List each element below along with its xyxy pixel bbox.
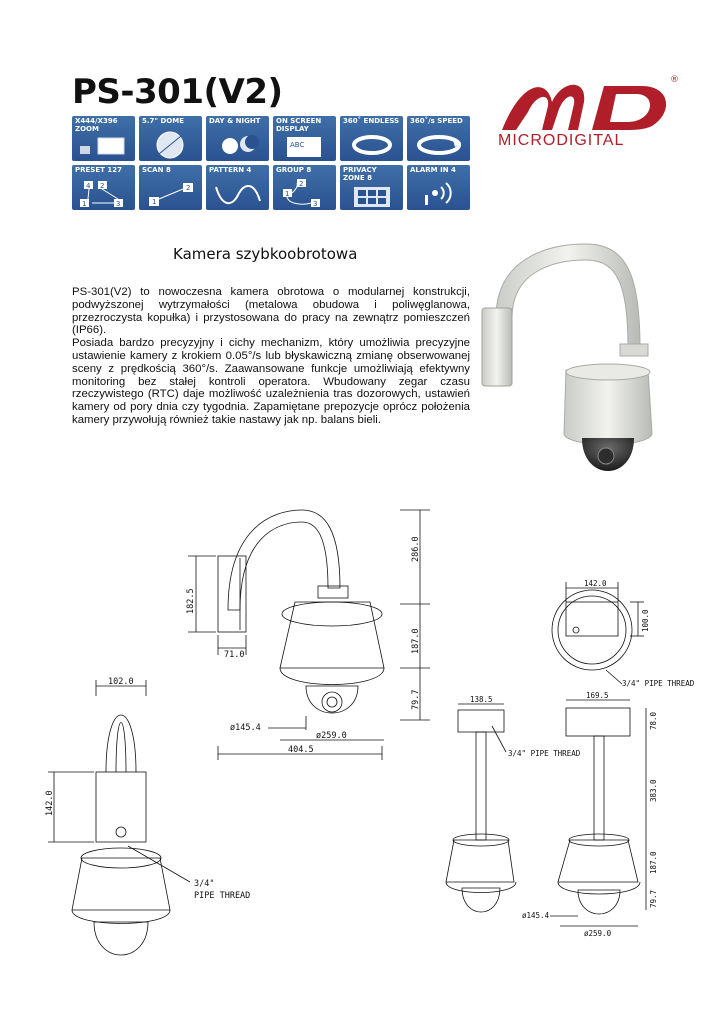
dim-dia-body: ø259.0 <box>316 731 347 741</box>
alarm-icon <box>421 179 461 209</box>
feature-tile-privacy: PRIVACY ZONE 8 <box>340 165 403 210</box>
svg-text:1: 1 <box>285 190 290 198</box>
feature-tile-endless: 360˚ ENDLESS <box>340 116 403 161</box>
svg-text:1: 1 <box>152 198 157 206</box>
product-subtitle: Kamera szybkoobrotowa <box>173 245 358 263</box>
dim-pendant-right-dia-body: ø259.0 <box>584 929 612 938</box>
pendant-right-drawing <box>522 691 658 938</box>
feature-tile-osd: ON SCREEN DISPLAY ABC <box>273 116 336 161</box>
description-paragraph: Posiada bardzo precyzyjny i cichy mechanizm, który umożliwia precyzyjne ustawienie kamery z krokiem 0.05°/s lub błyskawiczną zmianę obserwowanej sceny z prędkością 360°/s. Zaawansowane funkcje umożliwiają efektywny monitoring bez stałej kontroli operatora. Wbudowany zegar czasu rzeczywistego (RTC) daje możliwość uzależnienia tras dozorowych, ustawień kamery od pory dnia czy tygodnia. Zapamiętane prepozycje oprócz położenia kamery przywołują również takie nastawy jak np. balans bieli. <box>72 337 470 426</box>
product-title: PS-301(V2) <box>72 72 283 112</box>
top-thread-label: 3/4" PIPE THREAD <box>622 679 695 688</box>
front-thread-label-2: PIPE THREAD <box>194 891 251 901</box>
group-icon <box>275 177 335 209</box>
dome-icon <box>153 130 187 160</box>
front-view-drawing <box>45 677 250 955</box>
svg-text:2: 2 <box>186 184 191 192</box>
dim-pendant-right-width: 169.5 <box>586 691 609 700</box>
front-thread-label-1: 3/4" <box>194 879 215 889</box>
feature-tile-group: GROUP 8 2 1 3 <box>273 165 336 210</box>
feature-tile-preset: PRESET 127 4 2 1 3 <box>72 165 135 210</box>
svg-text:3: 3 <box>116 200 121 208</box>
technical-drawings <box>40 490 700 990</box>
pendant-left-drawing <box>446 695 581 912</box>
feature-tiles <box>72 116 468 210</box>
side-view-drawing <box>186 510 430 760</box>
dim-pendant-right-top: 78.0 <box>649 711 658 730</box>
scan-icon <box>141 177 201 209</box>
dim-pendant-right-bubble: 79.7 <box>649 889 658 908</box>
dim-height-dome: 187.0 <box>411 628 421 654</box>
speed-icon <box>413 132 465 158</box>
svg-text:3: 3 <box>313 200 318 208</box>
feature-tile-alarm: ALARM IN 4 <box>407 165 470 210</box>
osd-icon <box>279 135 331 159</box>
dim-height-mount: 182.5 <box>186 588 196 614</box>
zoom-icon <box>76 134 132 160</box>
brand-name: MICRODIGITAL <box>498 132 625 149</box>
dim-pendant-right-dome: 187.0 <box>649 851 658 874</box>
top-view-drawing <box>552 579 695 688</box>
dim-width-top: 102.0 <box>108 677 134 687</box>
dim-height-box: 100.0 <box>641 609 650 632</box>
camera-photo <box>478 238 654 488</box>
svg-text:2: 2 <box>100 182 105 190</box>
osd-text: ABC <box>290 141 305 149</box>
endless-icon <box>348 132 396 158</box>
dim-height-box-front: 142.0 <box>45 790 55 816</box>
dim-width-mount: 71.0 <box>224 650 245 660</box>
feature-tile-speed: 360˚/s SPEED <box>407 116 470 161</box>
dim-pendant-right-pipe: 383.0 <box>649 779 658 802</box>
svg-text:2: 2 <box>299 180 304 188</box>
feature-tile-pattern: PATTERN 4 <box>206 165 269 210</box>
product-description <box>72 286 470 427</box>
pattern-icon <box>210 177 266 209</box>
dim-height-bubble: 79.7 <box>411 689 421 710</box>
dim-width-total: 404.5 <box>288 745 314 755</box>
svg-text:4: 4 <box>86 182 91 190</box>
dim-pendant-left-width: 138.5 <box>470 695 493 704</box>
svg-text:1: 1 <box>82 200 87 208</box>
dim-dia-bubble: ø145.4 <box>230 723 261 733</box>
feature-tile-scan: SCAN 8 2 1 <box>139 165 202 210</box>
feature-tile-day-night: DAY & NIGHT <box>206 116 269 161</box>
dim-pendant-right-dia-bubble: ø145.4 <box>522 911 550 920</box>
dim-height-total: 286.0 <box>411 536 421 562</box>
day-night-icon <box>216 130 260 160</box>
pendant-thread-label: 3/4" PIPE THREAD <box>508 749 581 758</box>
registered-mark: ® <box>670 75 679 85</box>
feature-tile-zoom: X444/X396 ZOOM <box>72 116 135 161</box>
privacy-icon <box>350 185 394 209</box>
preset-icon <box>74 177 134 209</box>
feature-tile-dome: 5.7" DOME <box>139 116 202 161</box>
dim-width-box: 142.0 <box>584 579 607 588</box>
description-paragraph: PS-301(V2) to nowoczesna kamera obrotowa o modularnej konstrukcji, podwyższonej wytrzymałości (metalowa obudowa i poliwęglanowa, przezroczysta kopułka) i przystosowana do pracy na zewnątrz pomieszczeń (IP66). <box>72 286 470 337</box>
